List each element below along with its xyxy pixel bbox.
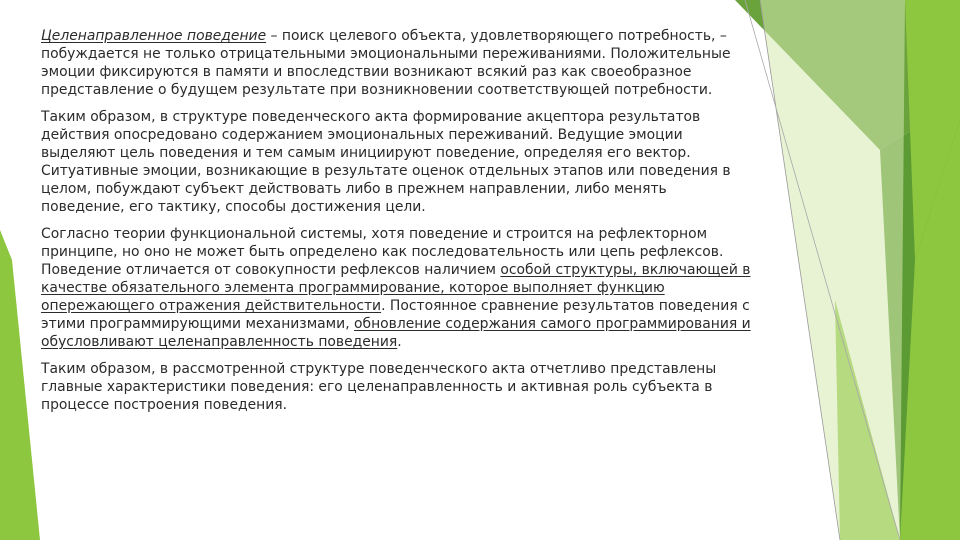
paragraph-3-text-b: . Постоянное сравнение результатов поведения с этими программирующими механизмами, bbox=[41, 298, 750, 332]
paragraph-3-text-c: . bbox=[397, 334, 402, 350]
text-block bbox=[41, 27, 753, 423]
left-accent-shape bbox=[0, 230, 40, 540]
paragraph-1-text: – поиск целевого объекта, удовлетворяющего потребность, – побуждается не только отрицательными эмоциональными переживаниями. Положительные эмоции фиксируются в памяти и впоследствии возникают всякий раз как своеобразное представление о будущем результате при возникновении соответствующей потребности. bbox=[41, 28, 731, 98]
paragraph-3 bbox=[41, 225, 753, 351]
underlined-phrase-2: обновление содержания самого программирования и обусловливают целенаправленность поведения bbox=[41, 316, 751, 350]
paragraph-1 bbox=[41, 27, 753, 99]
paragraph-3-text-a: Согласно теории функциональной системы, хотя поведение и строится на рефлекторном принципе, но оно не может быть определено как последовательность или цепь рефлексов. Поведение отличается от совокупности рефлексов наличием bbox=[41, 226, 724, 278]
right-facet-pale bbox=[760, 0, 905, 540]
paragraph-2: Таким образом, в структуре поведенческого акта формирование акцептора результатов действия опосредовано содержанием эмоциональных переживаний. Ведущие эмоции выделяют цель поведения и тем самым инициируют поведение, определяя его вектор. Ситуативные эмоции, возникающие в результате оценок отдельных этапов или поведения в целом, побуждают субъект действовать либо в прежнем направлении, либо менять поведение, его тактику, способы достижения цели. bbox=[41, 109, 731, 215]
underlined-phrase-1: особой структуры, включающей в качестве обязательного элемента программирование, которое выполняет функцию опережающего отражения действительности bbox=[41, 262, 751, 314]
paragraph-4: Таким образом, в рассмотренной структуре поведенческого акта отчетливо представлены главные характеристики поведения: его целенаправленность и активная роль субъекта в процессе построения поведения. bbox=[41, 361, 717, 413]
term-highlight: Целенаправленное поведение bbox=[41, 28, 267, 44]
